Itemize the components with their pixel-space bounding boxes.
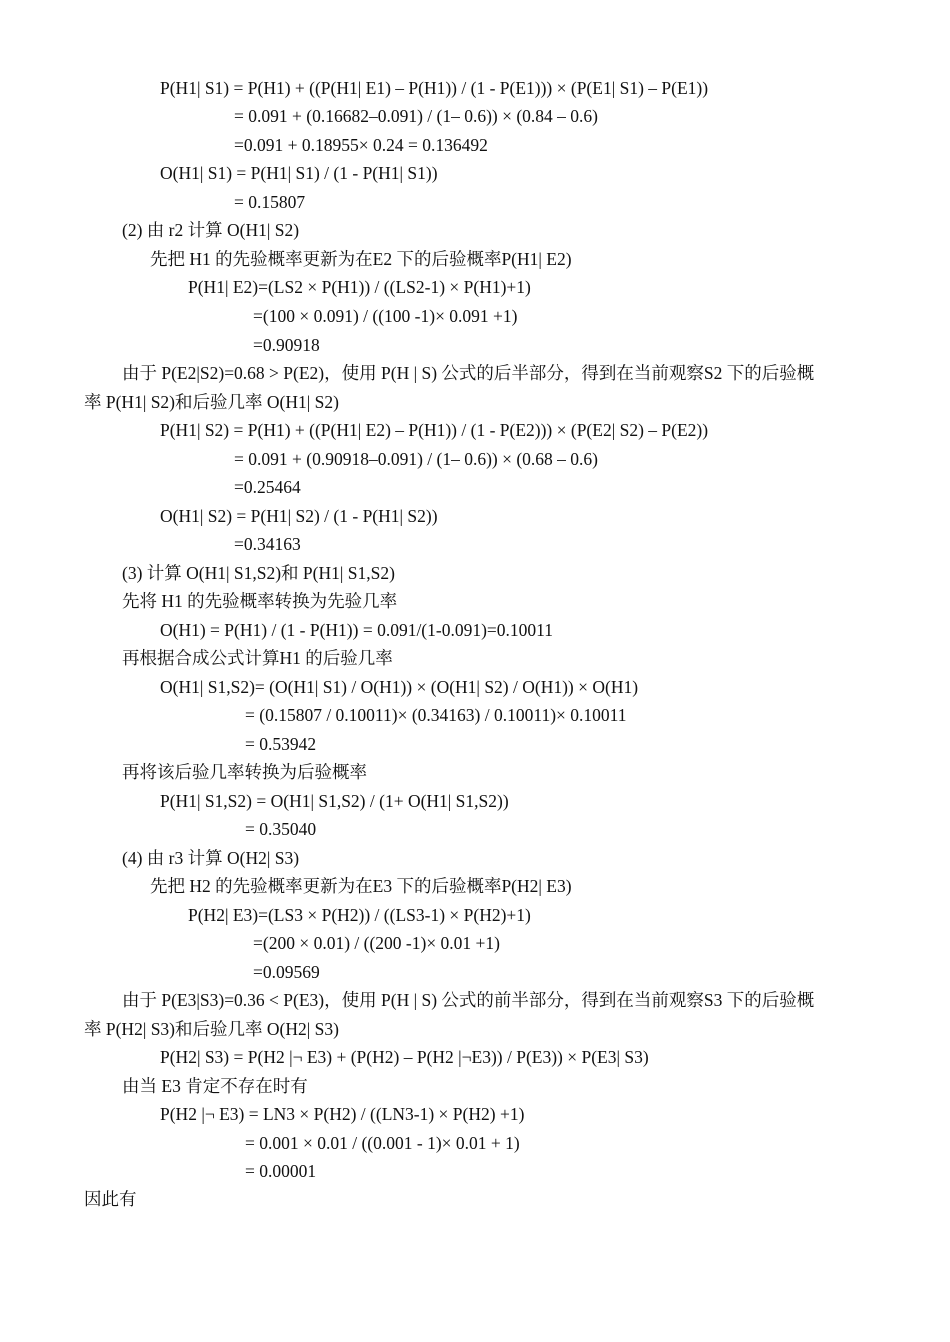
text-line: 先将 H1 的先验概率转换为先验几率 xyxy=(122,591,398,611)
formula-line: P(H2 |¬ E3) = LN3 × P(H2) / ((LN3-1) × P(H2) +1) xyxy=(160,1104,525,1124)
formula-line: =(100 × 0.091) / ((100 -1)× 0.091 +1) xyxy=(253,306,518,326)
formula-line: P(H1| S1,S2) = O(H1| S1,S2) / (1+ O(H1| S1,S2)) xyxy=(160,791,509,811)
section-heading: (4) 由 r3 计算 O(H2| S3) xyxy=(122,848,300,868)
formula-line: = (0.15807 / 0.10011)× (0.34163) / 0.10011)× 0.10011 xyxy=(245,705,627,725)
formula-line: O(H1| S1) = P(H1| S1) / (1 - P(H1| S1)) xyxy=(160,163,438,183)
text-line: 先把 H2 的先验概率更新为在E3 下的后验概率P(H2| E3) xyxy=(150,876,572,896)
formula-line: O(H1) = P(H1) / (1 - P(H1)) = 0.091/(1-0.091)=0.10011 xyxy=(160,620,554,640)
text-line: 由于 P(E2|S2)=0.68 > P(E2)，使用 P(H | S) 公式的后半部分，得到在当前观察S2 下的后验概 xyxy=(122,363,815,383)
text-line: 因此有 xyxy=(84,1189,137,1209)
formula-line: P(H2| S3) = P(H2 |¬ E3) + (P(H2) – P(H2 |¬E3)) / P(E3)) × P(E3| S3) xyxy=(160,1047,649,1067)
formula-line: =0.25464 xyxy=(234,477,301,497)
formula-line: P(H1| E2)=(LS2 × P(H1)) / ((LS2-1) × P(H1)+1) xyxy=(188,277,531,297)
text-line: 率 P(H2| S3)和后验几率 O(H2| S3) xyxy=(84,1019,339,1039)
formula-line: =0.90918 xyxy=(253,335,320,355)
text-line: 先把 H1 的先验概率更新为在E2 下的后验概率P(H1| E2) xyxy=(150,249,572,269)
text-line: 由当 E3 肯定不存在时有 xyxy=(122,1076,308,1096)
text-line: 率 P(H1| S2)和后验几率 O(H1| S2) xyxy=(84,392,339,412)
formula-line: = 0.091 + (0.90918–0.091) / (1– 0.6)) × (0.68 – 0.6) xyxy=(234,449,599,469)
formula-line: =0.09569 xyxy=(253,962,320,982)
text-line: 由于 P(E3|S3)=0.36 < P(E3)，使用 P(H | S) 公式的前半部分，得到在当前观察S3 下的后验概 xyxy=(122,990,815,1010)
formula-line: O(H1| S2) = P(H1| S2) / (1 - P(H1| S2)) xyxy=(160,506,438,526)
formula-line: =0.34163 xyxy=(234,534,301,554)
formula-line: = 0.35040 xyxy=(245,819,317,839)
formula-line: = 0.001 × 0.01 / ((0.001 - 1)× 0.01 + 1) xyxy=(245,1133,520,1153)
formula-line: P(H1| S1) = P(H1) + ((P(H1| E1) – P(H1)) / (1 - P(E1))) × (P(E1| S1) – P(E1)) xyxy=(160,78,709,98)
formula-line: P(H1| S2) = P(H1) + ((P(H1| E2) – P(H1)) / (1 - P(E2))) × (P(E2| S2) – P(E2)) xyxy=(160,420,709,440)
formula-line: O(H1| S1,S2)= (O(H1| S1) / O(H1)) × (O(H1| S2) / O(H1)) × O(H1) xyxy=(160,677,639,697)
formula-line: = 0.15807 xyxy=(234,192,306,212)
formula-line: P(H2| E3)=(LS3 × P(H2)) / ((LS3-1) × P(H2)+1) xyxy=(188,905,531,925)
formula-line: =(200 × 0.01) / ((200 -1)× 0.01 +1) xyxy=(253,933,501,953)
formula-line: =0.091 + 0.18955× 0.24 = 0.136492 xyxy=(234,135,488,155)
section-heading: (3) 计算 O(H1| S1,S2)和 P(H1| S1,S2) xyxy=(122,563,395,583)
formula-line: = 0.091 + (0.16682–0.091) / (1– 0.6)) × (0.84 – 0.6) xyxy=(234,106,599,126)
formula-line: = 0.00001 xyxy=(245,1161,317,1181)
section-heading: (2) 由 r2 计算 O(H1| S2) xyxy=(122,220,300,240)
text-line: 再根据合成公式计算H1 的后验几率 xyxy=(122,648,393,668)
text-line: 再将该后验几率转换为后验概率 xyxy=(122,762,367,782)
formula-line: = 0.53942 xyxy=(245,734,317,754)
